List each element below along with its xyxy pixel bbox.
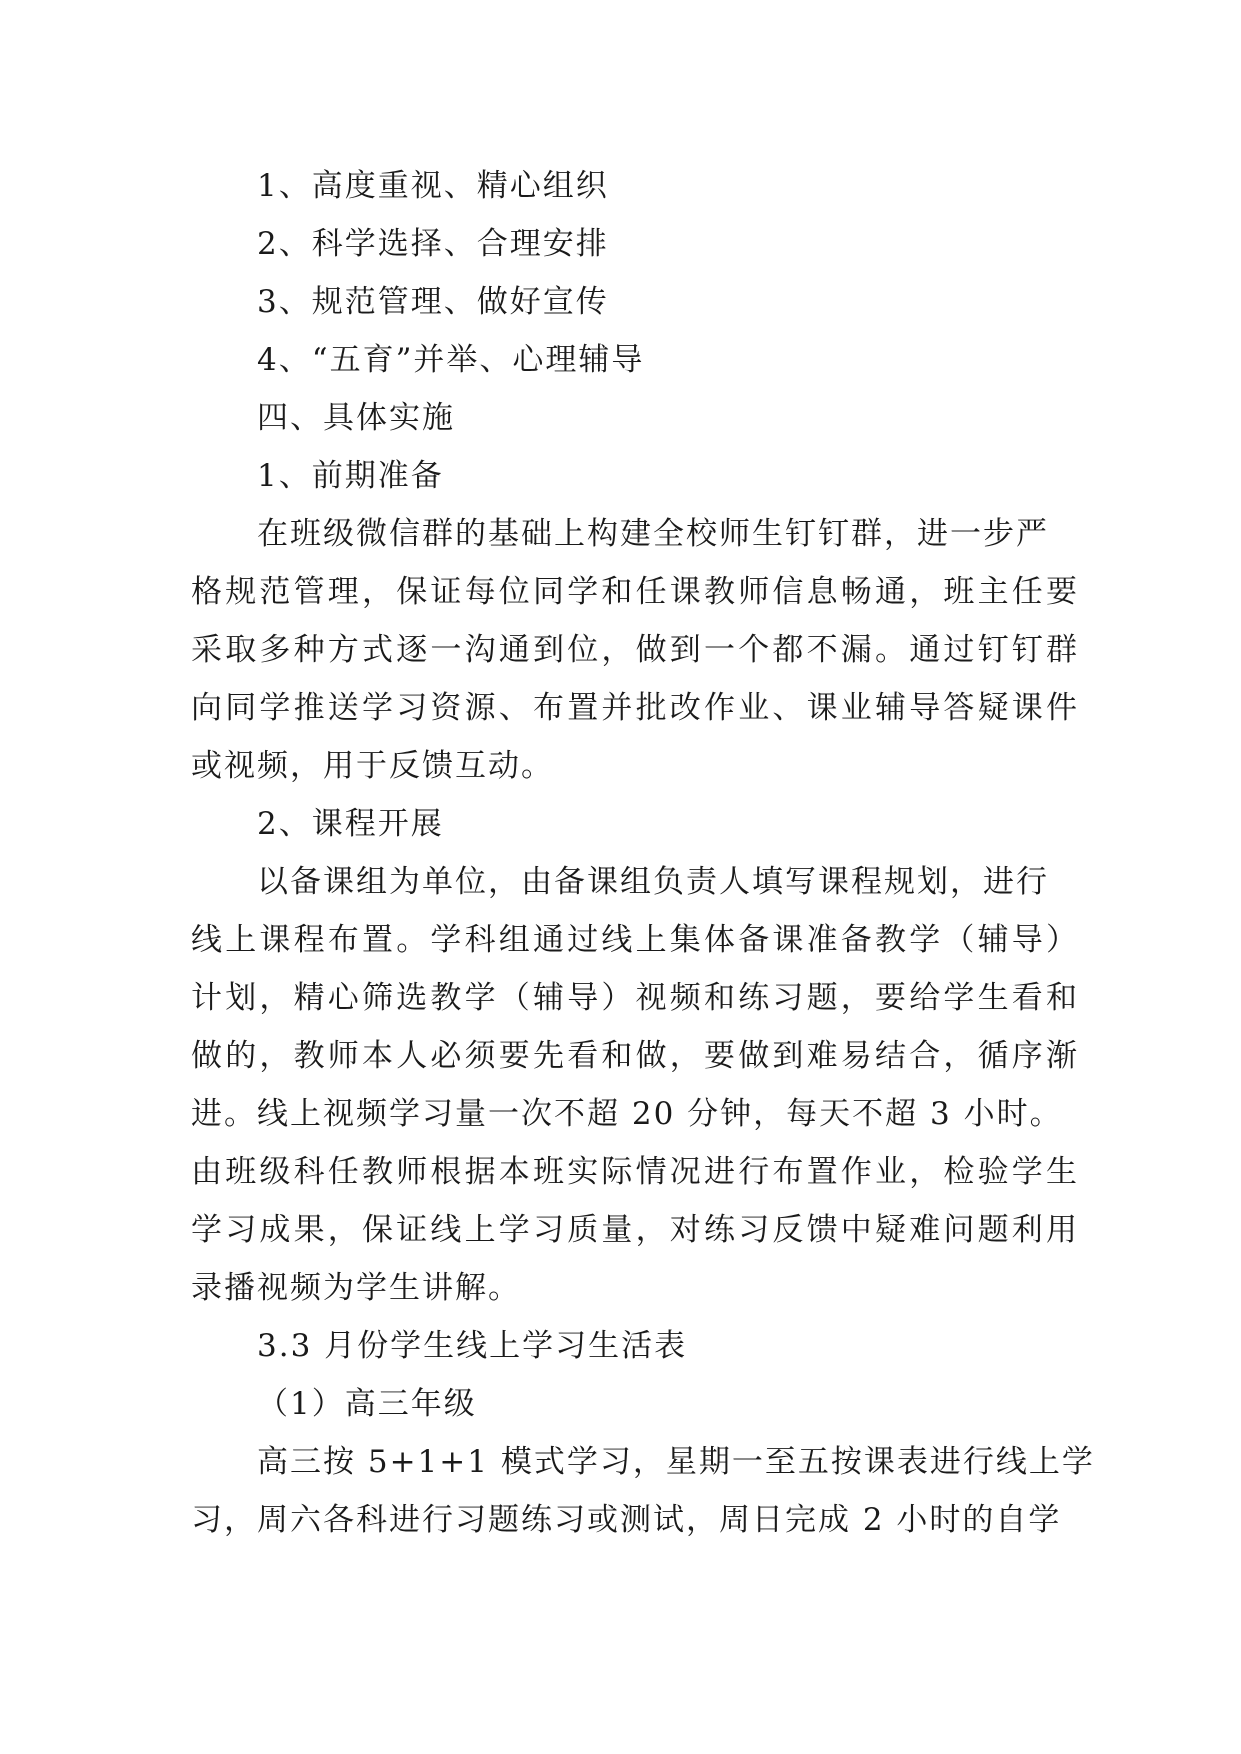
paragraph-line: 采取多种方式逐一沟通到位，做到一个都不漏。通过钉钉群: [191, 632, 1081, 668]
paragraph-line: 由班级科任教师根据本班实际情况进行布置作业，检验学生: [191, 1154, 1081, 1190]
text-line: 4、“五育”并举、心理辅导: [257, 342, 645, 378]
paragraph-line: 做的，教师本人必须要先看和做，要做到难易结合，循序渐: [191, 1038, 1081, 1074]
paragraph-line: 或视频，用于反馈互动。: [191, 748, 554, 784]
text-line: 1、高度重视、精心组织: [257, 168, 609, 204]
subsection-heading: 3.3 月份学生线上学习生活表: [257, 1328, 688, 1364]
paragraph-line: 向同学推送学习资源、布置并批改作业、课业辅导答疑课件: [191, 690, 1081, 726]
paragraph-line: 计划，精心筛选教学（辅导）视频和练习题，要给学生看和: [191, 980, 1081, 1016]
paragraph-line: 录播视频为学生讲解。: [191, 1270, 521, 1306]
paragraph-line: 格规范管理，保证每位同学和任课教师信息畅通，班主任要: [191, 574, 1081, 610]
paragraph-line: 以备课组为单位，由备课组负责人填写课程规划，进行: [257, 864, 1049, 900]
paragraph-line: 线上课程布置。学科组通过线上集体备课准备教学（辅导）: [191, 922, 1081, 958]
paragraph-line: 学习成果，保证线上学习质量，对练习反馈中疑难问题利用: [191, 1212, 1081, 1248]
subsection-heading: 1、前期准备: [257, 458, 444, 494]
subsection-heading: （1）高三年级: [257, 1386, 477, 1422]
paragraph-line: 习，周六各科进行习题练习或测试，周日完成 2 小时的自学: [191, 1502, 1062, 1538]
text-line: 2、科学选择、合理安排: [257, 226, 609, 262]
subsection-heading: 2、课程开展: [257, 806, 444, 842]
paragraph-line: 高三按 5+1+1 模式学习，星期一至五按课表进行线上学: [257, 1444, 1095, 1480]
section-heading: 四、具体实施: [257, 400, 455, 436]
paragraph-line: 进。线上视频学习量一次不超 20 分钟，每天不超 3 小时。: [191, 1096, 1063, 1132]
text-line: 3、规范管理、做好宣传: [257, 284, 609, 320]
paragraph-line: 在班级微信群的基础上构建全校师生钉钉群，进一步严: [257, 516, 1049, 552]
